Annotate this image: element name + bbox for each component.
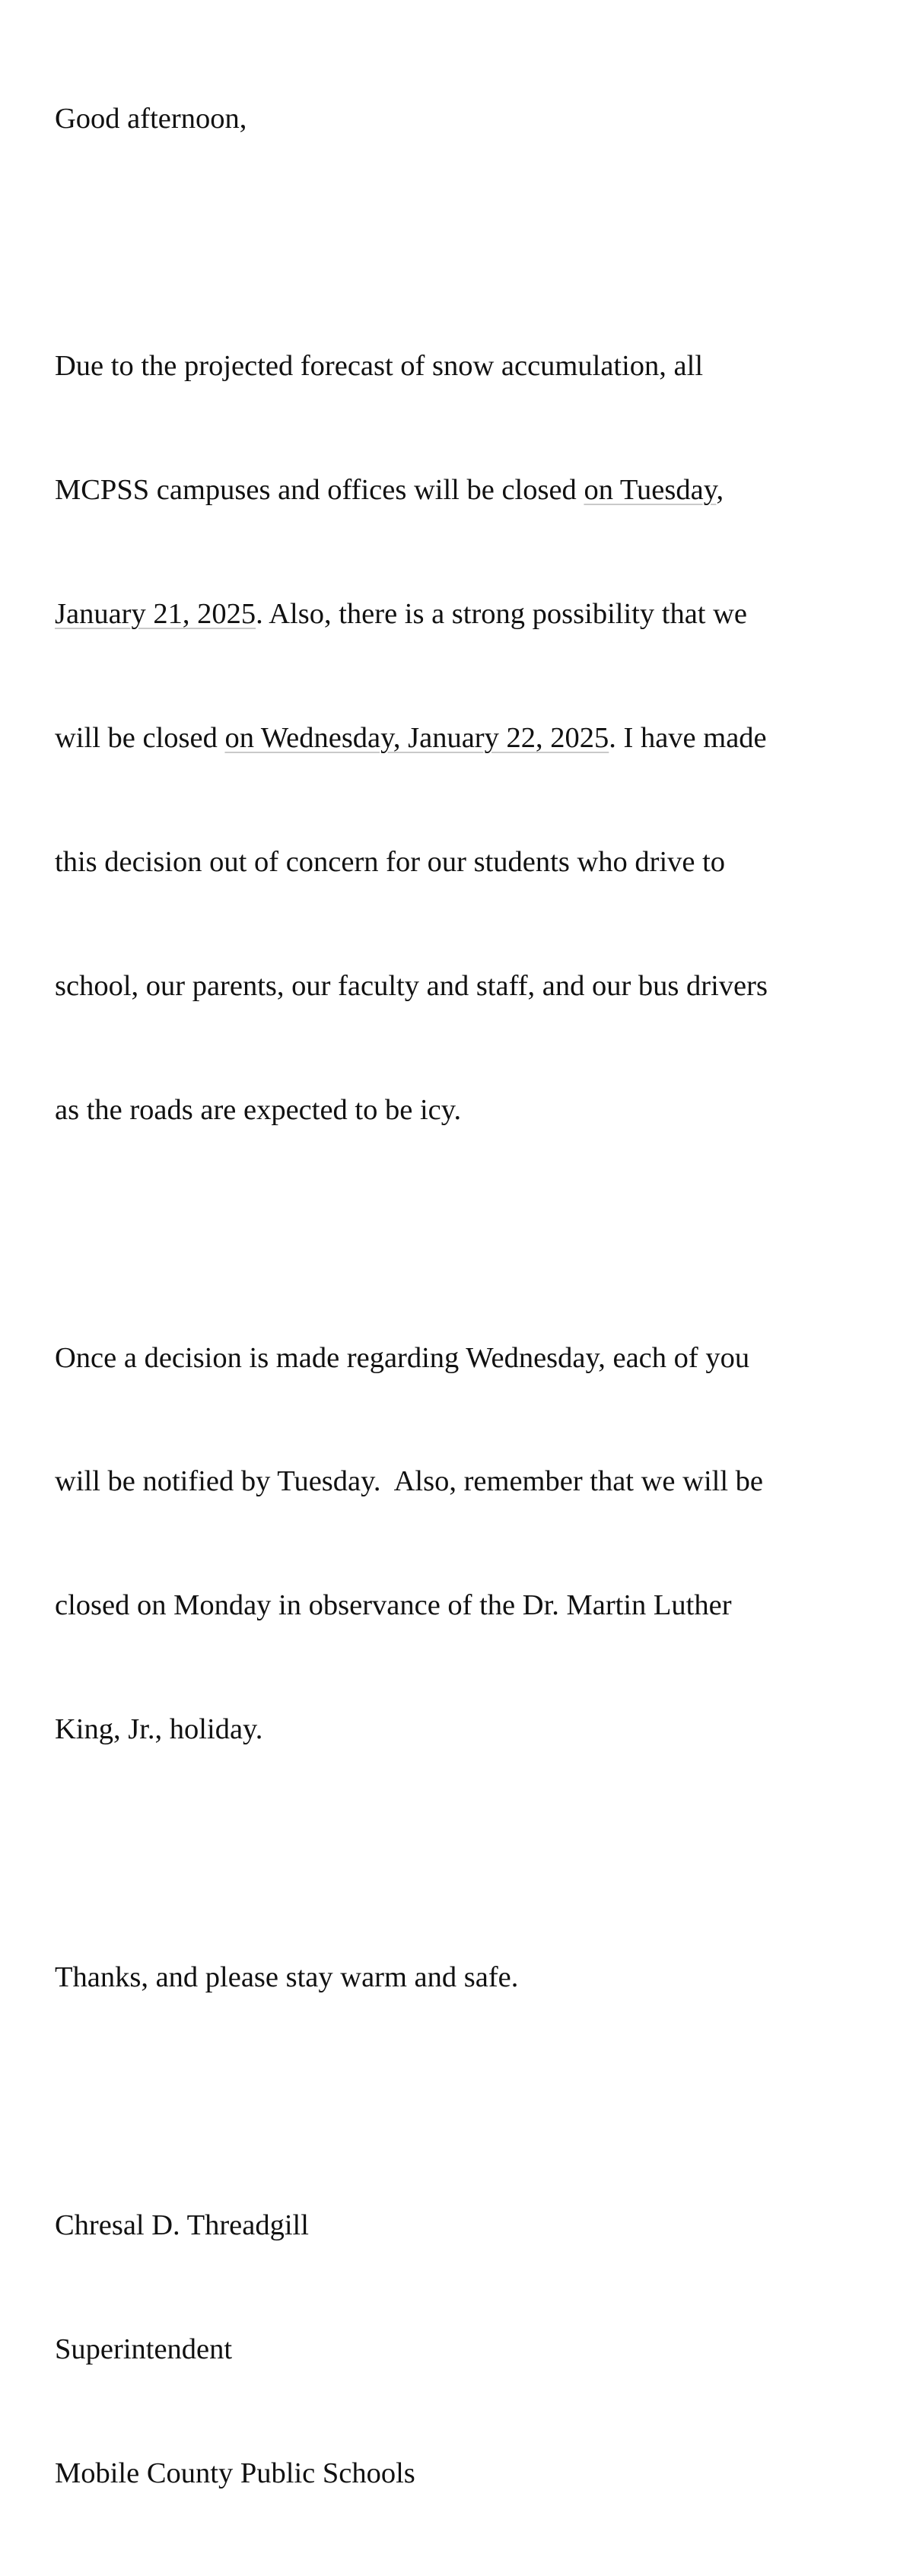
text-line: this decision out of concern for our students who drive to — [55, 845, 726, 878]
closing-text: Thanks, and please stay warm and safe. — [55, 1961, 519, 1993]
greeting-line: Good afternoon, — [55, 102, 247, 135]
closure-announcement-paragraph — [55, 263, 869, 1213]
date-link-wednesday-january-22[interactable]: on Wednesday, January 22, 2025 — [224, 722, 609, 755]
text-line: King, Jr., holiday. — [55, 1713, 263, 1746]
greeting — [55, 15, 869, 221]
text-line: Once a decision is made regarding Wednesday, each of you — [55, 1341, 750, 1374]
text-segment: MCPSS campuses and offices will be closed — [55, 474, 584, 507]
text-line: will be notified by Tuesday. Also, remember that we will be — [55, 1465, 763, 1498]
signature-title: Superintendent — [55, 2333, 233, 2365]
text-line: closed on Monday in observance of the Dr. Martin Luther — [55, 1589, 732, 1622]
text-line: school, our parents, our faculty and staff, and our bus drivers — [55, 969, 768, 1002]
signature-organization: Mobile County Public Schools — [55, 2457, 415, 2489]
text-line: as the roads are expected to be icy. — [55, 1093, 462, 1126]
text-line — [55, 593, 869, 634]
signature-name: Chresal D. Threadgill — [55, 2209, 309, 2241]
date-link-january-21[interactable]: January 21, 2025 — [55, 598, 256, 631]
text-line — [55, 469, 869, 510]
text-segment: will be closed — [55, 722, 225, 755]
text-segment: . I have made — [609, 722, 767, 755]
text-segment: . Also, there is a strong possibility that we — [256, 598, 747, 631]
text-segment: , — [716, 474, 724, 507]
text-line: Due to the projected forecast of snow accumulation, all — [55, 350, 704, 383]
closing-line — [55, 1874, 869, 2080]
text-line — [55, 717, 869, 758]
letter-body — [55, 15, 869, 2576]
date-link-tuesday[interactable]: on Tuesday — [584, 474, 717, 507]
signature-block — [55, 2122, 869, 2576]
notification-paragraph — [55, 1255, 869, 1833]
